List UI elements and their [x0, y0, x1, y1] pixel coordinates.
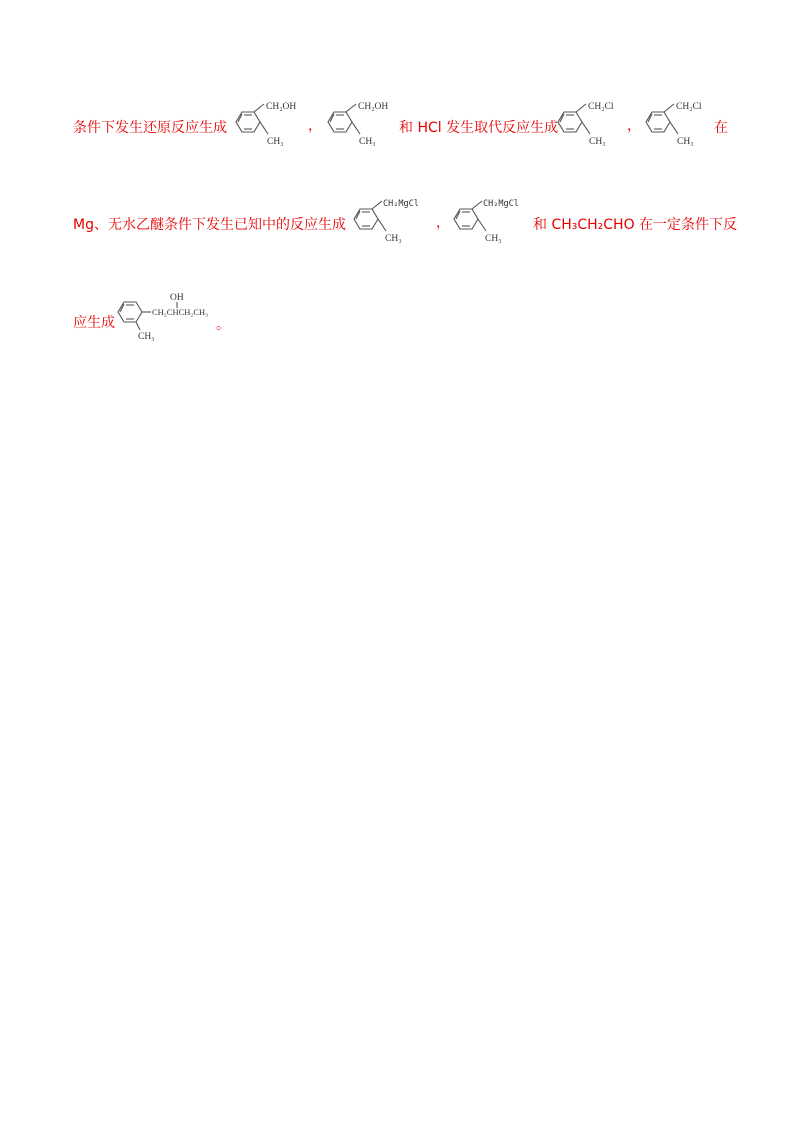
substituent-label: CH₂OH	[358, 102, 389, 112]
substituent-label: CH₂OH	[266, 102, 297, 112]
structure-grignard-2	[446, 197, 536, 245]
methyl-label: CH₃	[589, 137, 606, 147]
substituent-label: CH₂Cl	[676, 102, 702, 112]
methyl-label: CH₃	[267, 137, 284, 147]
structure-benzyl-alcohol-1	[228, 100, 308, 148]
structure-benzyl-chloride-2	[638, 100, 718, 148]
comma: ，	[627, 118, 641, 134]
structure-grignard-1	[346, 197, 436, 245]
comma: ，	[308, 118, 322, 134]
line2-text-1: Mg、无水乙醚条件下发生已知中的反应生成	[73, 217, 346, 233]
structure-product	[114, 290, 224, 340]
methyl-label: CH₃	[677, 137, 694, 147]
comma: ，	[436, 215, 450, 231]
methyl-label: CH₃	[485, 234, 502, 244]
chain-label: CH₂CHCH₂CH₃	[152, 307, 209, 317]
line1-text-3: 在	[714, 120, 728, 136]
hydroxyl-label: OH	[170, 293, 184, 303]
line1-text-1: 条件下发生还原反应生成	[73, 120, 227, 136]
structure-benzyl-chloride-1	[550, 100, 630, 148]
line1-text-2: 和 HCl 发生取代反应生成	[399, 120, 559, 136]
structure-benzyl-alcohol-2	[320, 100, 400, 148]
period: 。	[216, 317, 230, 333]
substituent-label: CH₂MgCl	[383, 199, 419, 209]
methyl-label: CH₃	[359, 137, 376, 147]
line2-text-2: 和 CH₃CH₂CHO 在一定条件下反	[533, 217, 738, 233]
line3-text-1: 应生成	[73, 315, 115, 331]
methyl-label: CH₃	[138, 332, 155, 342]
substituent-label: CH₂Cl	[588, 102, 614, 112]
substituent-label: CH₂MgCl	[483, 199, 519, 209]
methyl-label: CH₃	[385, 234, 402, 244]
